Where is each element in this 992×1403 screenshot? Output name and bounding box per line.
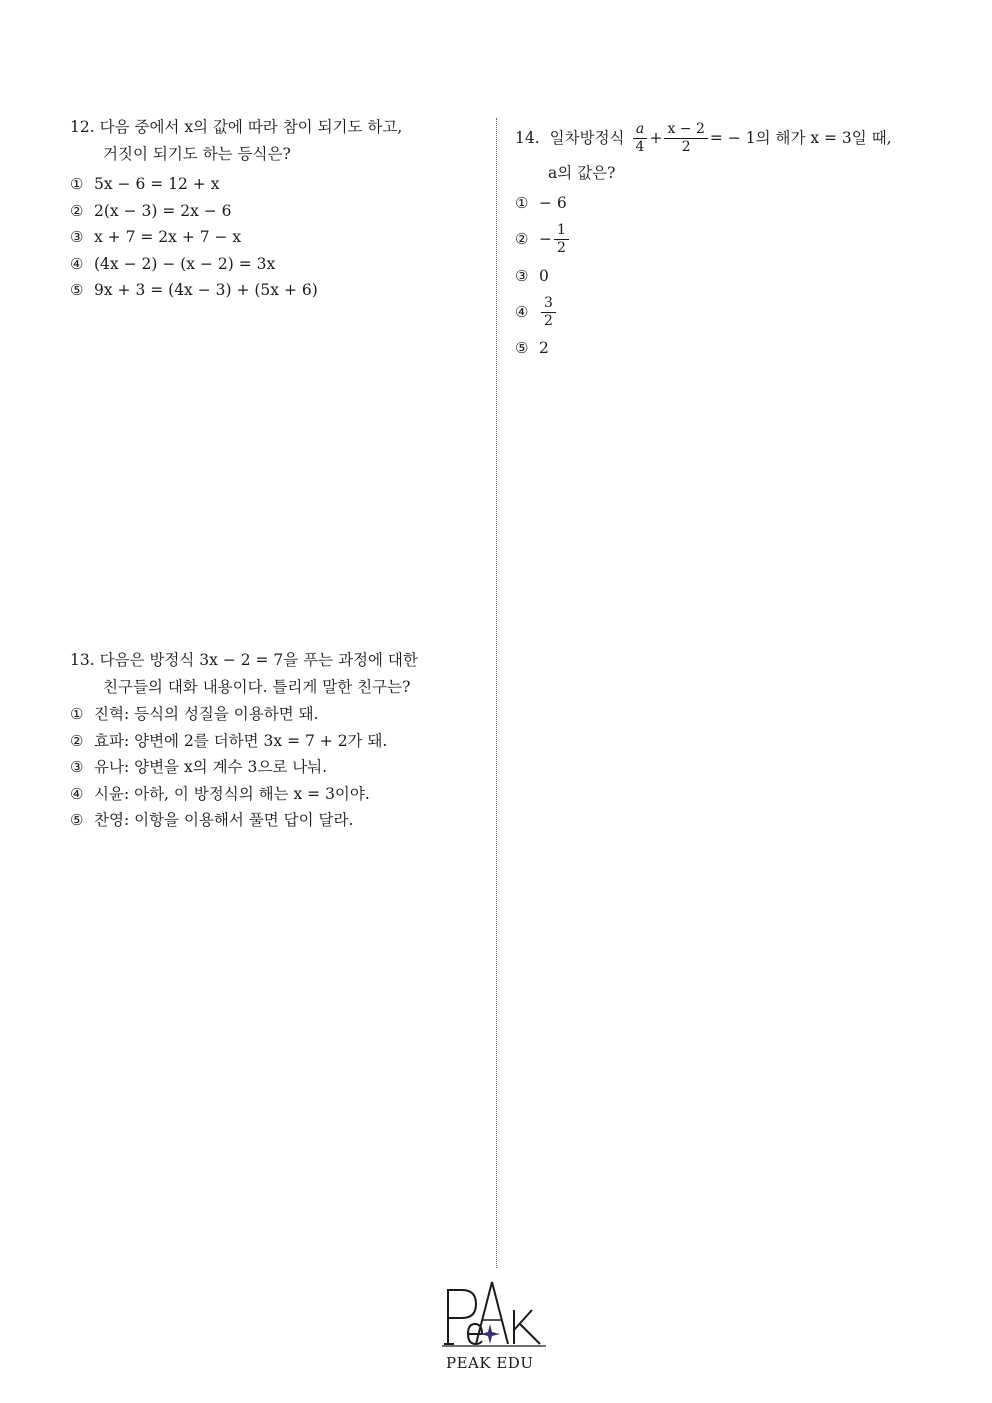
choice-4[interactable]: ④ 시윤: 아하, 이 방정식의 해는 x = 3이야.: [70, 784, 370, 803]
choice-1[interactable]: ① − 6: [515, 194, 567, 212]
fraction-3-over-2: $\frac{3}{2}$: [541, 296, 556, 328]
choice-2[interactable]: ② − $\frac{1}{2}$: [515, 217, 892, 263]
fraction-x-minus-2-over-2: $\frac{x - 2}{2}$: [664, 122, 707, 154]
choice-1[interactable]: ① 진혁: 등식의 성질을 이용하면 돼.: [70, 705, 319, 723]
question-14-stem-line2: a의 값은?: [548, 164, 616, 182]
question-number: 14.: [515, 128, 540, 147]
fraction-1-over-2: $\frac{1}{2}$: [554, 223, 569, 255]
column-divider: [496, 118, 497, 1268]
question-number: 13.: [70, 651, 95, 669]
choice-1[interactable]: ① 5x − 6 = 12 + x: [70, 175, 220, 193]
choice-3[interactable]: ③ x + 7 = 2x + 7 − x: [70, 228, 242, 246]
choice-2[interactable]: ② 2(x − 3) = 2x − 6: [70, 201, 232, 220]
choice-2[interactable]: ② 효파: 양변에 2를 더하면 3x = 7 + 2가 돼.: [70, 731, 388, 750]
question-12-stem-line1: 12. 다음 중에서 x의 값에 따라 참이 되기도 하고,: [70, 118, 403, 136]
logo-text: PEAK EDU: [446, 1354, 534, 1372]
question-12: [70, 114, 402, 304]
choice-3[interactable]: ③ 0: [515, 266, 549, 285]
question-13-stem-line2: 친구들의 대화 내용이다. 틀리게 말한 친구는?: [103, 678, 411, 696]
choice-3[interactable]: ③ 유나: 양변을 x의 계수 3으로 나눠.: [70, 758, 328, 776]
question-13-stem-line1: 13. 다음은 방정식 3x − 2 = 7을 푸는 과정에 대한: [70, 651, 418, 669]
choice-4[interactable]: ④ (4x − 2) − (x − 2) = 3x: [70, 254, 276, 273]
question-number: 12.: [70, 118, 95, 136]
choice-5[interactable]: ⑤ 2: [515, 339, 549, 357]
fraction-a-over-4: $\frac{a}{4}$: [633, 122, 648, 154]
question-14: [515, 118, 892, 362]
choice-5[interactable]: ⑤ 찬영: 이항을 이용해서 풀면 답이 달라.: [70, 811, 354, 829]
question-14-stem-line1: 14. 일차방정식 $\frac{a}{4}$ + $\frac{x - 2}{2}$ = − 1의 해가 x = 3일 때,: [515, 120, 892, 155]
choice-5[interactable]: ⑤ 9x + 3 = (4x − 3) + (5x + 6): [70, 281, 318, 299]
question-13: [70, 647, 418, 834]
choice-4[interactable]: ④ $\frac{3}{2}$: [515, 289, 892, 335]
question-12-stem-line2: 거짓이 되기도 하는 등식은?: [103, 145, 291, 163]
